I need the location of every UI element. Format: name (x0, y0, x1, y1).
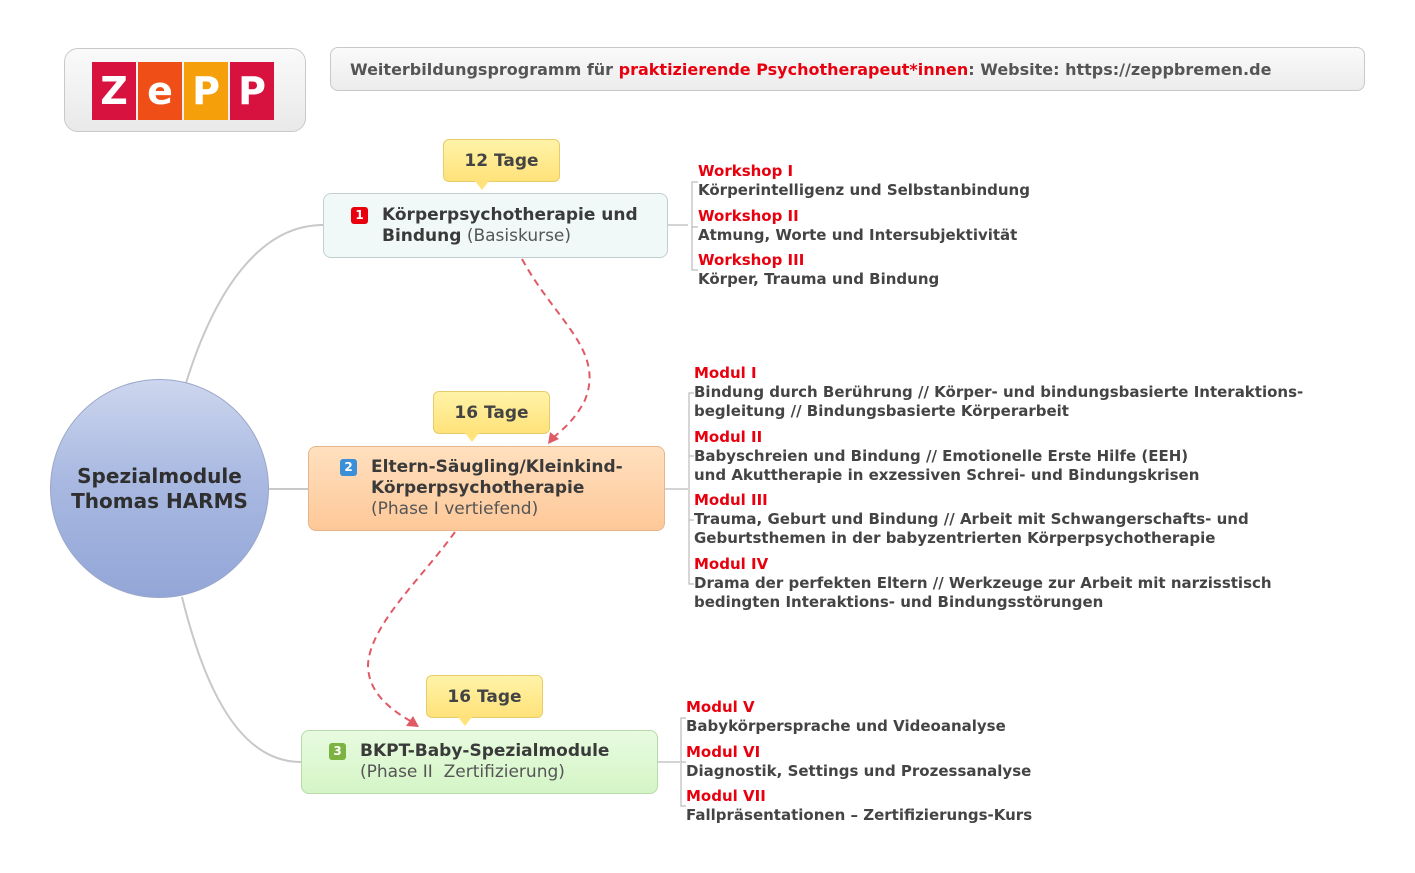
topic-2-title-line2: Körperpsychotherapie (371, 478, 585, 498)
subtopic-desc: Diagnostik, Settings und Prozessanalyse (686, 762, 1032, 780)
priority-3-icon: 3 (329, 743, 346, 760)
arrowhead-1 (548, 432, 559, 444)
priority-2-icon: 2 (340, 459, 357, 476)
header-accent: praktizierende Psychotherapeut*innen (618, 59, 969, 79)
arrowhead-2 (406, 716, 419, 727)
subtopic-workshop-2[interactable] (698, 207, 1017, 245)
topic-koerperpsychotherapie[interactable] (323, 193, 668, 258)
subtopic-head: Workshop II (698, 207, 799, 225)
header-prefix: Weiterbildungsprogramm für (350, 59, 619, 79)
logo-letter-p2: P (230, 62, 274, 120)
branch-line-3 (182, 597, 301, 762)
subtopic-desc-line1: Babyschreien und Bindung // Emotionelle Erste Hilfe (EEH) (694, 447, 1189, 465)
subtopic-desc: Atmung, Worte und Intersubjektivität (698, 226, 1018, 244)
bracket-topic-1 (668, 182, 698, 270)
subtopic-head: Modul VII (686, 787, 766, 805)
subtopic-modul-3[interactable] (694, 491, 1249, 548)
subtopic-desc: Babykörpersprache und Videoanalyse (686, 717, 1006, 735)
topic-1-title: Körperpsychotherapie und (382, 205, 638, 225)
subtopic-desc-line2: Geburtsthemen in der babyzentrierten Körperpsychotherapie (694, 529, 1216, 547)
topic-1-title-line2: Bindung (382, 226, 462, 246)
subtopic-desc-line2: begleitung // Bindungsbasierte Körperarbeit (694, 402, 1069, 420)
subtopic-head: Modul I (694, 364, 757, 382)
logo-letter-p1: P (184, 62, 228, 120)
topic-1-subtitle: (Basiskurse) (461, 226, 572, 246)
central-title-line2: Thomas HARMS (71, 488, 248, 513)
callout-duration-1: 12 Tage (443, 139, 560, 182)
subtopic-head: Modul IV (694, 555, 769, 573)
header-website[interactable]: : Website: https://zeppbremen.de (968, 59, 1272, 79)
subtopic-desc-line1: Trauma, Geburt und Bindung // Arbeit mit Schwangerschafts- und (694, 510, 1249, 528)
topic-2-title: Eltern-Säugling/Kleinkind- (371, 457, 623, 477)
subtopic-modul-1[interactable] (694, 364, 1303, 421)
header-banner (330, 47, 1365, 91)
subtopic-desc: Fallpräsentationen – Zertifizierungs-Kurs (686, 806, 1033, 824)
topic-2-subtitle: (Phase I vertiefend) (371, 499, 539, 519)
topic-bkpt-baby[interactable] (301, 730, 658, 794)
topic-eltern-saeugling[interactable] (308, 446, 665, 531)
central-topic[interactable] (50, 379, 269, 598)
callout-duration-2: 16 Tage (433, 391, 550, 434)
topic-3-subtitle: (Phase II Zertifizierung) (360, 762, 565, 782)
subtopic-modul-5[interactable] (686, 698, 1006, 736)
subtopic-head: Workshop I (698, 162, 794, 180)
subtopic-modul-2[interactable] (694, 428, 1199, 485)
subtopic-desc: Körper, Trauma und Bindung (698, 270, 940, 288)
subtopic-head: Modul VI (686, 743, 761, 761)
subtopic-workshop-3[interactable] (698, 251, 939, 289)
subtopic-desc-line1: Drama der perfekten Eltern // Werkzeuge zur Arbeit mit narzisstisch (694, 574, 1272, 592)
central-title-line1: Spezialmodule (77, 463, 242, 488)
subtopic-modul-4[interactable] (694, 555, 1272, 612)
subtopic-head: Modul II (694, 428, 763, 446)
subtopic-modul-6[interactable] (686, 743, 1031, 781)
priority-1-icon: 1 (351, 207, 368, 224)
subtopic-desc-line2: und Akuttherapie in exzessiven Schrei- und Bindungskrisen (694, 466, 1200, 484)
subtopic-desc-line1: Bindung durch Berührung // Körper- und bindungsbasierte Interaktions- (694, 383, 1304, 401)
bracket-topic-3 (658, 718, 686, 806)
subtopic-desc: Körperintelligenz und Selbstanbindung (698, 181, 1030, 199)
logo-letter-e: e (138, 62, 182, 120)
branch-line-1 (186, 225, 323, 383)
subtopic-head: Modul III (694, 491, 768, 509)
logo-letter-z: Z (92, 62, 136, 120)
callout-duration-3: 16 Tage (426, 675, 543, 718)
bracket-topic-2 (665, 393, 694, 584)
zepp-logo (64, 48, 306, 132)
subtopic-workshop-1[interactable] (698, 162, 1030, 200)
subtopic-head: Workshop III (698, 251, 805, 269)
topic-3-title: BKPT-Baby-Spezialmodule (360, 741, 610, 761)
subtopic-desc-line2: bedingten Interaktions- und Bindungsstörungen (694, 593, 1104, 611)
subtopic-modul-7[interactable] (686, 787, 1032, 825)
subtopic-head: Modul V (686, 698, 755, 716)
